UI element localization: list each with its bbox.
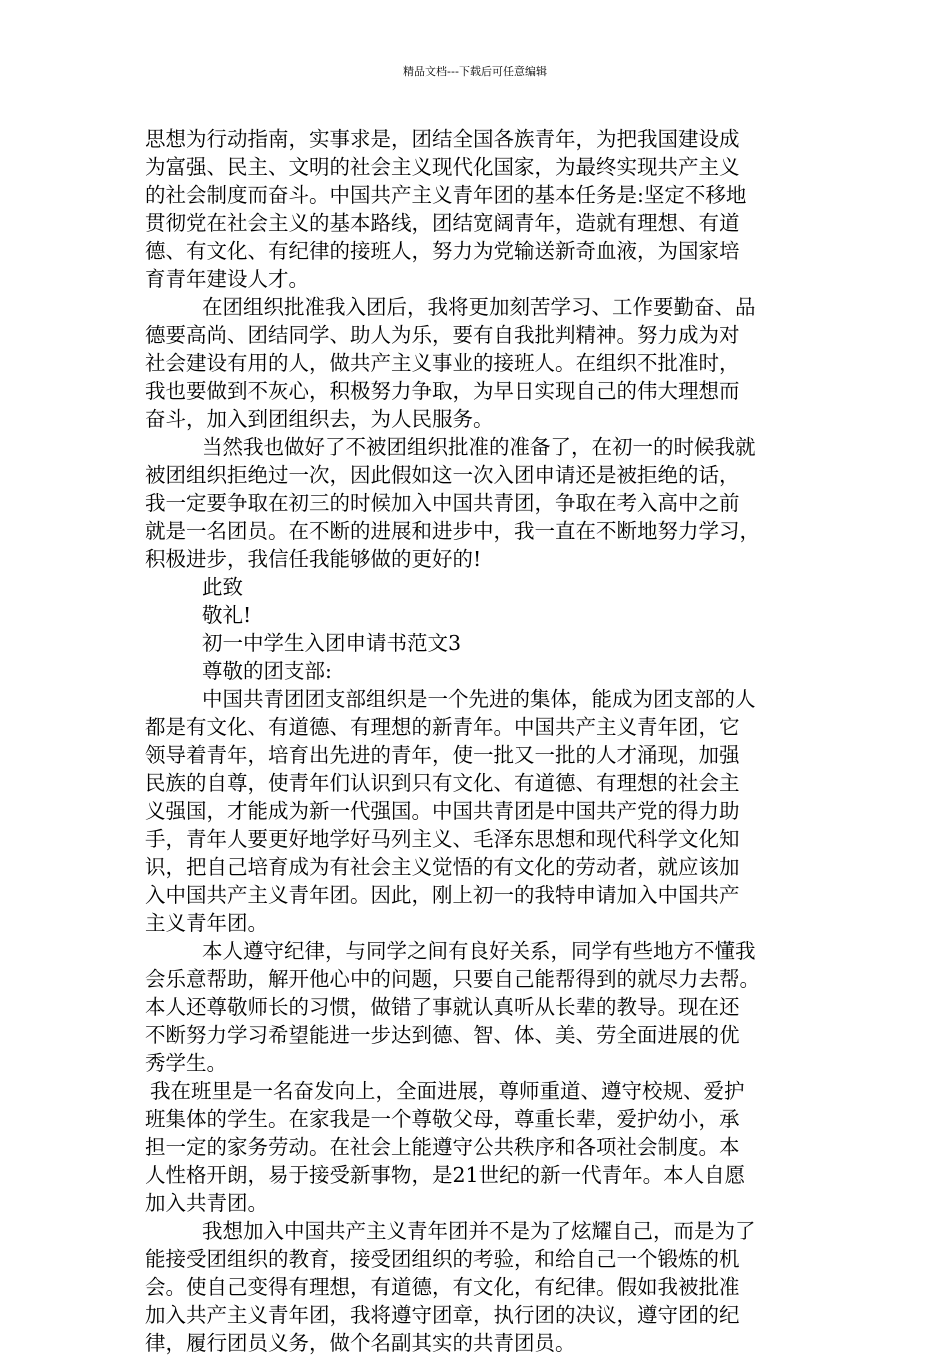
text-line: 班集体的学生。在家我是一个尊敬父母，尊重长辈，爱护幼小，承 [145,1107,740,1131]
text-line: 为富强、民主、文明的社会主义现代化国家，为最终实现共产主义 [145,155,740,179]
text-line: 德、有文化、有纪律的接班人，努力为党输送新奇血液，为国家培 [145,239,740,263]
text-line: 我也要做到不灰心，积极努力争取，为早日实现自己的伟大理想而 [145,379,740,403]
section-title: 初一中学生入团申请书范文3 [202,631,462,655]
text-line: 能接受团组织的教育，接受团组织的考验，和给自己一个锻炼的机 [145,1247,740,1271]
text-line: 会。使自己变得有理想，有道德，有文化，有纪律。假如我被批准 [145,1275,740,1299]
text-line: 人性格开朗，易于接受新事物，是21世纪的新一代青年。本人自愿 [145,1163,746,1187]
salutation: 尊敬的团支部: [202,659,332,683]
text-line: 育青年建设人才。 [145,267,309,291]
text-line: 我想加入中国共产主义青年团并不是为了炫耀自己，而是为了 [202,1219,756,1243]
text-line: 义强国，才能成为新一代强国。中国共青团是中国共产党的得力助 [145,799,740,823]
text-line: 我在班里是一名奋发向上，全面进展，尊师重道、遵守校规、爱护 [150,1079,745,1103]
text-line: 中国共青团团支部组织是一个先进的集体，能成为团支部的人 [202,687,756,711]
text-line: 民族的自尊，使青年们认识到只有文化、有道德、有理想的社会主 [145,771,740,795]
text-line: 不断努力学习希望能进一步达到德、智、体、美、劳全面进展的优 [145,1023,740,1047]
text-line: 我一定要争取在初三的时候加入中国共青团，争取在考入高中之前 [145,491,740,515]
text-line: 主义青年团。 [145,911,268,935]
text-line: 律，履行团员义务，做个名副其实的共青团员。 [145,1331,576,1355]
text-line: 在团组织批准我入团后，我将更加刻苦学习、工作要勤奋、品 [202,295,756,319]
text-line: 就是一名团员。在不断的进展和进步中，我一直在不断地努力学习， [145,519,760,543]
text-line: 都是有文化、有道德、有理想的新青年。中国共产主义青年团，它 [145,715,740,739]
text-line: 敬礼! [202,603,252,627]
text-line: 秀学生。 [145,1051,227,1075]
text-line: 手，青年人要更好地学好马列主义、毛泽东思想和现代科学文化知 [145,827,740,851]
text-line: 入中国共产主义青年团。因此，刚上初一的我特申请加入中国共产 [145,883,740,907]
text-line: 被团组织拒绝过一次，因此假如这一次入团申请还是被拒绝的话， [145,463,740,487]
text-line: 德要高尚、团结同学、助人为乐，要有自我批判精神。努力成为对 [145,323,740,347]
text-line: 识，把自己培育成为有社会主义觉悟的有文化的劳动者，就应该加 [145,855,740,879]
text-line: 此致 [202,575,243,599]
text-line: 当然我也做好了不被团组织批准的准备了，在初一的时候我就 [202,435,756,459]
text-line: 奋斗，加入到团组织去，为人民服务。 [145,407,494,431]
text-line: 贯彻党在社会主义的基本路线，团结宽阔青年，造就有理想、有道 [145,211,740,235]
text-line: 思想为行动指南，实事求是，团结全国各族青年，为把我国建设成 [145,127,740,151]
text-line: 积极进步，我信任我能够做的更好的! [145,547,482,571]
text-line: 会乐意帮助，解开他心中的问题，只要自己能帮得到的就尽力去帮。 [145,967,760,991]
text-line: 担一定的家务劳动。在社会上能遵守公共秩序和各项社会制度。本 [145,1135,740,1159]
text-line: 加入共产主义青年团，我将遵守团章，执行团的决议，遵守团的纪 [145,1303,740,1327]
text-line: 本人遵守纪律，与同学之间有良好关系，同学有些地方不懂我 [202,939,756,963]
page-header: 精品文档---下载后可任意编辑 [403,65,547,78]
text-line: 领导着青年，培育出先进的青年，使一批又一批的人才涌现，加强 [145,743,740,767]
text-line: 的社会制度而奋斗。中国共产主义青年团的基本任务是:坚定不移地 [145,183,747,207]
document-body [145,125,815,1357]
text-line: 本人还尊敬师长的习惯，做错了事就认真听从长辈的教导。现在还 [145,995,740,1019]
text-line: 社会建设有用的人，做共产主义事业的接班人。在组织不批准时， [145,351,740,375]
text-line: 加入共青团。 [145,1191,268,1215]
